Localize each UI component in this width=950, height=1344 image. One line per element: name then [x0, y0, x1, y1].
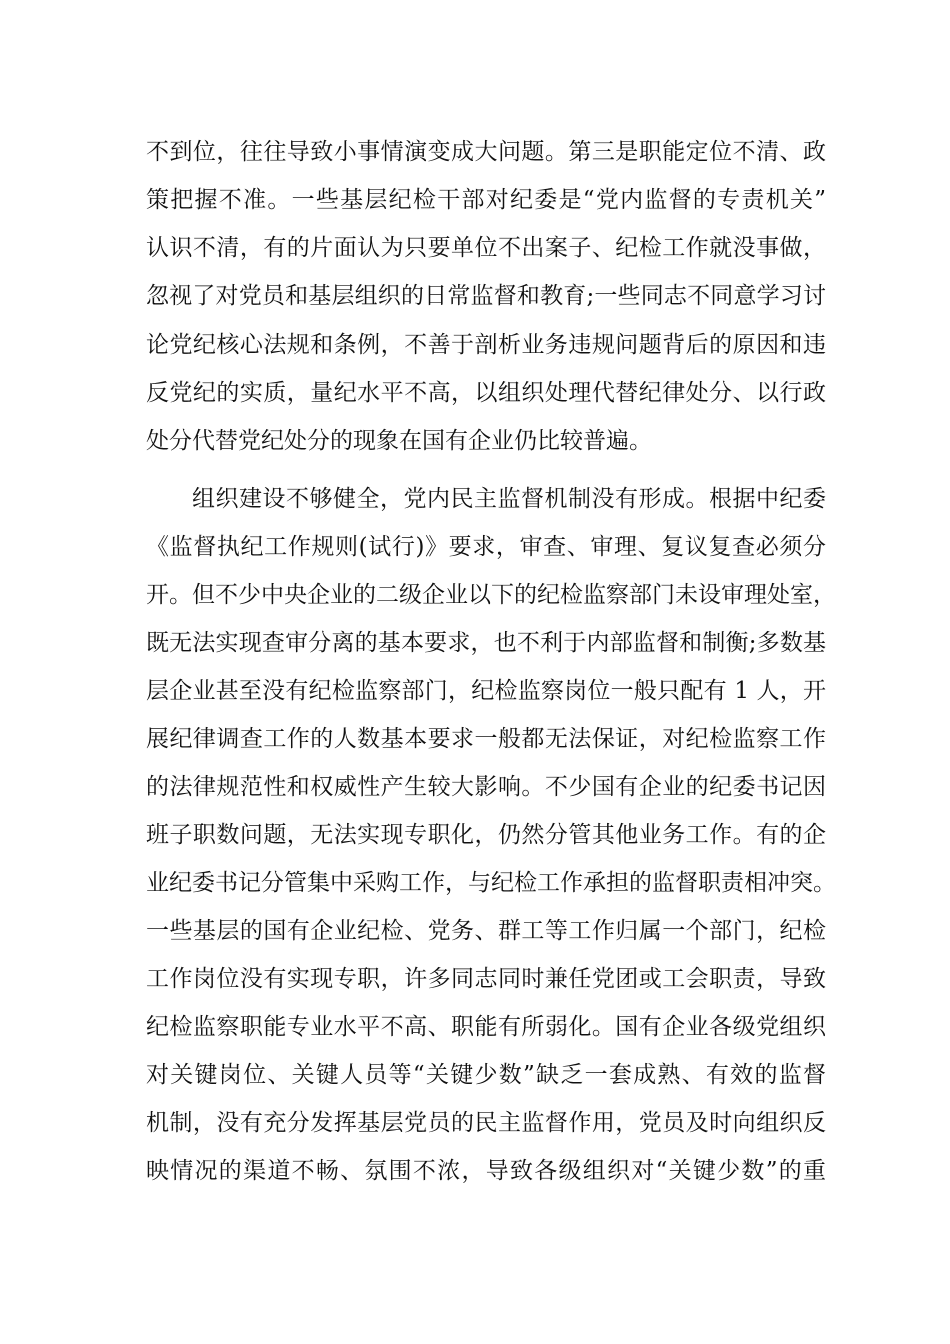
paragraph-2-line-5: 层企业甚至没有纪检监察部门，纪检监察岗位一般只配有 1 人，开: [146, 678, 826, 704]
paragraph-2-line-7: 的法律规范性和权威性产生较大影响。不少国有企业的纪委书记因: [146, 774, 826, 800]
paragraph-2-line-1: 组织建设不够健全，党内民主监督机制没有形成。根据中纪委: [192, 486, 826, 512]
paragraph-2-line-2: 《监督执纪工作规则(试行)》要求，审查、审理、复议复查必须分: [146, 534, 826, 560]
paragraph-2-line-10: 一些基层的国有企业纪检、党务、群工等工作归属一个部门，纪检: [146, 918, 826, 944]
paragraph-1-line-1: 不到位，往往导致小事情演变成大问题。第三是职能定位不清、政: [146, 139, 826, 165]
paragraph-1-line-4: 忽视了对党员和基层组织的日常监督和教育;一些同志不同意学习讨: [146, 283, 826, 309]
paragraph-2-line-12: 纪检监察职能专业水平不高、职能有所弱化。国有企业各级党组织: [146, 1014, 826, 1040]
paragraph-1-line-7: 处分代替党纪处分的现象在国有企业仍比较普遍。: [146, 428, 652, 454]
paragraph-2-line-4: 既无法实现查审分离的基本要求，也不利于内部监督和制衡;多数基: [146, 630, 826, 656]
paragraph-1-line-3: 认识不清，有的片面认为只要单位不出案子、纪检工作就没事做，: [146, 235, 826, 261]
paragraph-2-line-15: 映情况的渠道不畅、氛围不浓，导致各级组织对“关键少数”的重: [146, 1158, 826, 1184]
paragraph-1-line-6: 反党纪的实质，量纪水平不高，以组织处理代替纪律处分、以行政: [146, 380, 826, 406]
paragraph-2-line-13: 对关键岗位、关键人员等“关键少数”缺乏一套成熟、有效的监督: [146, 1062, 826, 1088]
paragraph-2-line-14: 机制，没有充分发挥基层党员的民主监督作用，党员及时向组织反: [146, 1110, 826, 1136]
paragraph-2-line-11: 工作岗位没有实现专职，许多同志同时兼任党团或工会职责，导致: [146, 966, 826, 992]
paragraph-2-line-6: 展纪律调查工作的人数基本要求一般都无法保证，对纪检监察工作: [146, 726, 826, 752]
paragraph-1-line-2: 策把握不准。一些基层纪检干部对纪委是“党内监督的专责机关”: [146, 187, 826, 213]
paragraph-2-line-9: 业纪委书记分管集中采购工作，与纪检工作承担的监督职责相冲突。: [146, 870, 836, 896]
paragraph-1-line-5: 论党纪核心法规和条例，不善于剖析业务违规问题背后的原因和违: [146, 332, 826, 358]
paragraph-2-line-8: 班子职数问题，无法实现专职化，仍然分管其他业务工作。有的企: [146, 822, 826, 848]
paragraph-2-line-3: 开。但不少中央企业的二级企业以下的纪检监察部门未设审理处室，: [146, 582, 836, 608]
